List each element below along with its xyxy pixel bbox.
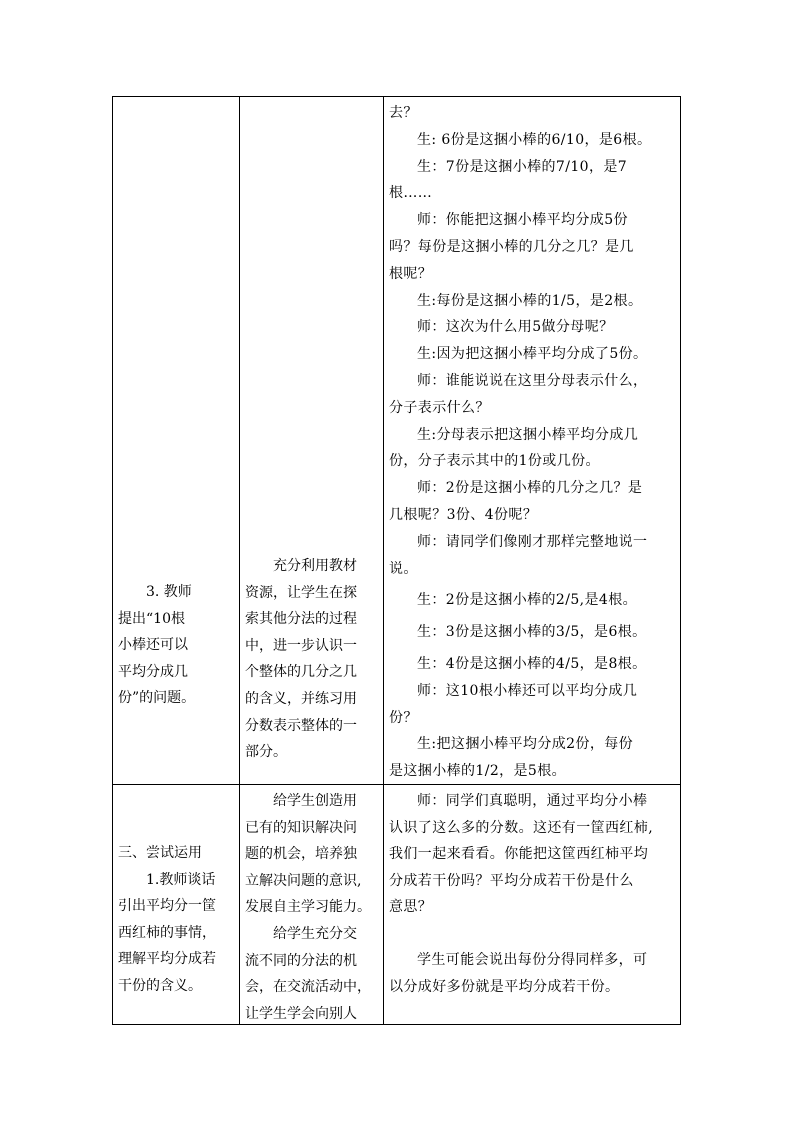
section-heading: 三、尝试运用 xyxy=(118,845,202,861)
text-line: 引出平均分一筐 xyxy=(118,898,216,915)
text-line: 西红柿的事情， xyxy=(118,924,216,941)
text-line: 给学生充分交 xyxy=(273,925,357,942)
text-line: 的含义，并练习用 xyxy=(245,690,357,707)
text-line: 题的机会，培养独 xyxy=(245,846,357,863)
text-line: 去？ xyxy=(389,105,418,121)
text-line: 认识了这么多的分数。这还有一筐西红柿, xyxy=(389,819,654,836)
text-line: 说。 xyxy=(389,560,418,577)
text-line: 充分利用教材 xyxy=(273,558,357,574)
text-line: 份”的问题。 xyxy=(118,690,196,707)
text-line: 小棒还可以 xyxy=(118,637,188,654)
text-line: 3. 教师 xyxy=(146,584,192,600)
text-line: 师：这次为什么用5做分母呢？ xyxy=(417,319,614,336)
text-line: 师：请同学们像刚才那样完整地说一 xyxy=(417,533,648,550)
text-line: 给学生创造用 xyxy=(273,793,357,809)
text-line: 吗？每份是这捆小棒的几分之几？是几 xyxy=(389,238,634,255)
text-line: 中，进一步认识一 xyxy=(245,637,357,654)
text-line: 资源，让学生在探 xyxy=(245,584,357,601)
text-line: 意思？ xyxy=(389,899,433,916)
text-line: 立解决问题的意识, xyxy=(245,872,362,889)
text-line: 是这捆小棒的1/2，是5根。 xyxy=(389,763,567,780)
row2-classroom-dialogue xyxy=(389,788,679,1000)
text-line: 索其他分法的过程 xyxy=(245,611,357,628)
column-divider-2 xyxy=(383,96,384,1025)
text-line: 理解平均分成若 xyxy=(118,951,216,968)
text-line: 生：2份是这捆小棒的2/5,是4根。 xyxy=(417,592,637,609)
text-line: 会，在交流活动中， xyxy=(245,979,371,996)
text-line: 生:分母表示把这捆小棒平均分成几 xyxy=(417,426,639,443)
text-line: 根呢？ xyxy=(389,265,433,282)
text-line: 平均分成几 xyxy=(118,663,188,680)
row2-design-intent xyxy=(245,788,381,1027)
text-line: 师：这10根小棒还可以平均分成几 xyxy=(417,682,638,699)
text-line: 生: 6份是这捆小棒的6/10，是6根。 xyxy=(417,131,652,148)
row2-teacher-step xyxy=(118,840,236,1000)
text-line: 师：同学们真聪明，通过平均分小棒 xyxy=(417,793,648,809)
text-line: 让学生学会向别人 xyxy=(245,1005,357,1022)
text-line: 学生可能会说出每份分得同样多，可 xyxy=(417,951,648,968)
text-line: 根…… xyxy=(389,185,433,202)
text-line: 生:每份是这捆小棒的1/5，是2根。 xyxy=(417,292,643,309)
text-line: 几根呢？3份、4份呢？ xyxy=(389,506,538,523)
text-line: 份，分子表示其中的1份或几份。 xyxy=(389,453,600,470)
text-line: 1.教师谈话 xyxy=(146,871,216,888)
column-divider-1 xyxy=(239,96,240,1025)
text-line: 已有的知识解决问 xyxy=(245,819,357,836)
text-line: 份？ xyxy=(389,709,418,726)
text-line: 生:因为把这捆小棒平均分成了5份。 xyxy=(417,346,648,363)
text-line: 流不同的分法的机 xyxy=(245,952,357,969)
row1-teacher-step xyxy=(118,579,236,712)
text-line: 师：2份是这捆小棒的几分之几？是 xyxy=(417,480,643,497)
text-line: 干份的含义。 xyxy=(118,977,202,994)
row1-design-intent xyxy=(245,553,381,766)
text-line: 个整体的几分之几 xyxy=(245,664,357,681)
text-line: 部分。 xyxy=(245,744,287,761)
text-line: 以分成好多份就是平均分成若干份。 xyxy=(389,978,620,995)
text-line: 生：3份是这捆小棒的3/5，是6根。 xyxy=(417,624,647,641)
text-line: 生:把这捆小棒平均分成2份，每份 xyxy=(417,736,634,753)
text-line: 生：4份是这捆小棒的4/5，是8根。 xyxy=(417,655,647,672)
text-line: 生：7份是这捆小棒的7/10，是7 xyxy=(417,158,628,175)
text-line: 我们一起来看看。你能把这筐西红柿平均 xyxy=(389,846,649,863)
text-line: 师：谁能说说在这里分母表示什么， xyxy=(417,372,648,389)
text-line: 分子表示什么？ xyxy=(389,399,490,416)
text-line: 分数表示整体的一 xyxy=(245,717,357,734)
row1-classroom-dialogue xyxy=(389,100,679,785)
text-line: 提出“10根 xyxy=(118,610,185,627)
text-line: 发展自主学习能力。 xyxy=(245,899,371,916)
text-line: 分成若干份吗？平均分成若干份是什么 xyxy=(389,872,634,889)
text-line: 师：你能把这捆小棒平均分成5份 xyxy=(417,212,628,229)
